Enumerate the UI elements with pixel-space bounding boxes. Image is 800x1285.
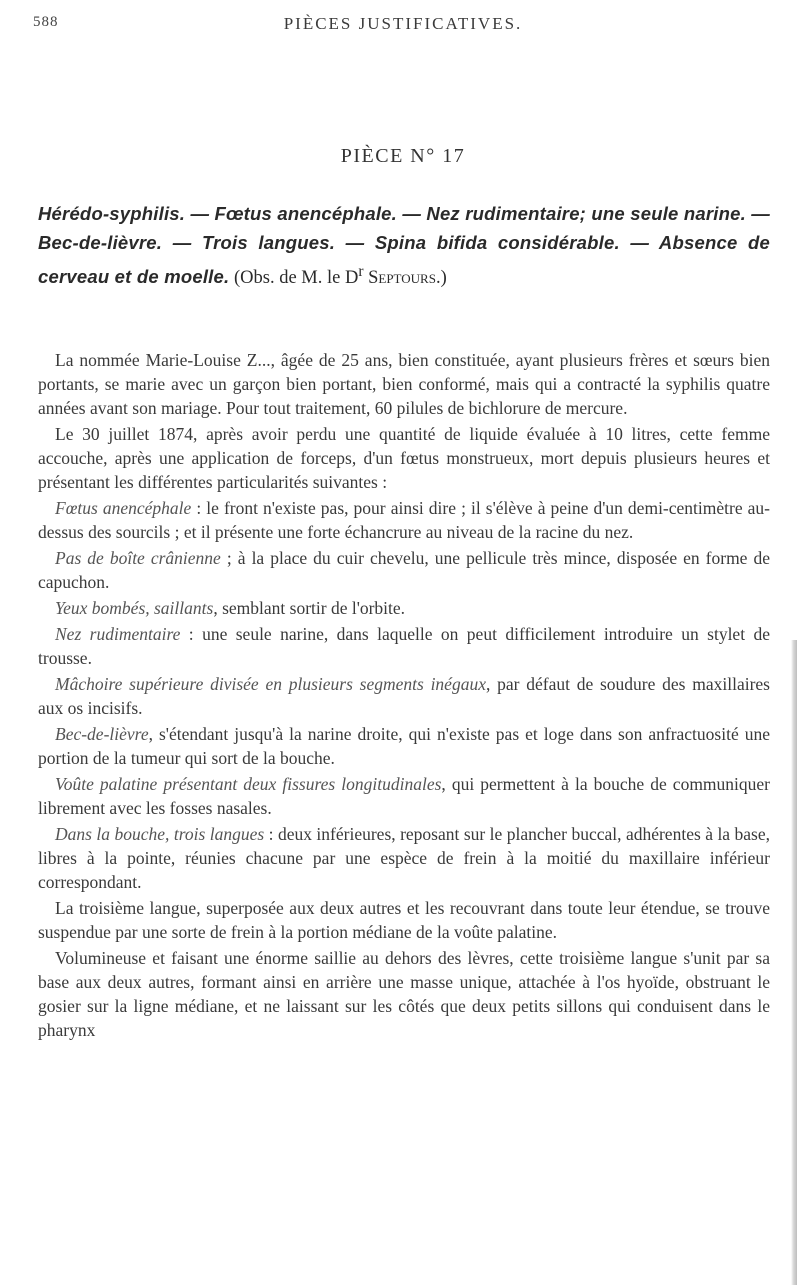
obs-suffix: .) bbox=[435, 268, 447, 289]
paragraph-lead: Voûte palatine présentant deux fissures longitudinales bbox=[55, 774, 442, 794]
paragraph bbox=[38, 496, 770, 544]
paragraph-lead: Fœtus anencéphale bbox=[55, 498, 192, 518]
summary-heading bbox=[38, 200, 770, 292]
paragraph-text: : une seule narine, dans laquelle on peut difficilement introduire un stylet de trousse. bbox=[38, 624, 770, 668]
paragraph bbox=[38, 822, 770, 894]
paragraph-text: : le front n'existe pas, pour ainsi dire ; il s'élève à peine d'un demi-centimètre au-dessus des sourcils ; et il présente une forte échancrure au niveau de la racine du nez. bbox=[38, 498, 771, 542]
paragraph-lead: Yeux bombés, saillants bbox=[55, 598, 214, 618]
piece-title: PIÈCE N° 17 bbox=[340, 145, 466, 167]
paragraph-text: , qui permettent à la bouche de communiquer librement avec les fosses nasales. bbox=[38, 774, 771, 818]
paragraph-lead: Mâchoire supérieure divisée en plusieurs segments inégaux bbox=[55, 674, 486, 694]
paragraph-text: : deux inférieures, reposant sur le plancher buccal, adhérentes à la base, libres à la pointe, réunies chacune par une espèce de frein à la moitié du maxillaire inférieur correspondant. bbox=[38, 824, 771, 892]
obs-sup: r bbox=[358, 263, 364, 280]
page-header bbox=[33, 14, 773, 38]
paragraph: La nommée Marie-Louise Z..., âgée de 25 ans, bien constituée, ayant plusieurs frères et sœurs bien portants, se marie avec un garçon bien portant, bien conformé, mais qui a contracté la syphilis quatre années avant son mariage. Pour tout traitement, 60 pilules de bichlorure de mercure. bbox=[38, 350, 770, 418]
paragraph bbox=[38, 622, 770, 670]
paragraph bbox=[38, 672, 770, 720]
observation-credit bbox=[233, 263, 447, 289]
paragraph bbox=[38, 772, 770, 820]
paragraph bbox=[38, 596, 770, 620]
paragraph: Volumineuse et faisant une énorme saillie au dehors des lèvres, cette troisième langue s'unit par sa base aux deux autres, formant ainsi en arrière une masse unique, attachée à l'os hyoïde, obstruant le gosier sur la ligne médiane, et ne laissant sur les côtés que deux petits sillons qui conduisent dans le pharynx bbox=[38, 948, 770, 1040]
paragraph-text: ; à la place du cuir chevelu, une pellicule très mince, disposée en forme de capuchon. bbox=[38, 548, 770, 592]
summary-keywords: Hérédo-syphilis. — Fœtus anencéphale. — Nez rudimentaire; une seule narine. — Bec-de-lièvre. — Trois langues. — Spina bifida considérable. — Absence de cerveau et de moelle. bbox=[38, 203, 770, 288]
paragraph-text: , semblant sortir de l'orbite. bbox=[213, 598, 406, 618]
paragraph: La troisième langue, superposée aux deux autres et les recouvrant dans toute leur étendue, se trouve suspendue par une sorte de frein à la portion médiane de la voûte palatine. bbox=[38, 898, 770, 942]
page-edge-shadow bbox=[791, 640, 797, 1285]
paragraph-text: , par défaut de soudure des maxillaires aux os incisifs. bbox=[38, 674, 770, 718]
running-title: PIÈCES JUSTIFICATIVES. bbox=[283, 14, 523, 33]
paragraph-lead: Bec-de-lièvre bbox=[55, 724, 149, 744]
paragraph-text: , s'étendant jusqu'à la narine droite, qui n'existe pas et loge dans son anfractuosité une portion de la tumeur qui sort de la bouche. bbox=[38, 724, 770, 768]
body-text bbox=[38, 348, 770, 1044]
obs-prefix: (Obs. de M. le D bbox=[233, 268, 359, 289]
paragraph-lead: Pas de boîte crânienne bbox=[55, 548, 221, 568]
paragraph: Le 30 juillet 1874, après avoir perdu une quantité de liquide évaluée à 10 litres, cette femme accouche, après une application de forceps, d'un fœtus monstrueux, mort depuis plusieurs heures et présentant les différentes particularités suivantes : bbox=[38, 424, 770, 492]
paragraph-lead: Nez rudimentaire bbox=[55, 624, 181, 644]
obs-name: Septours bbox=[368, 268, 436, 289]
page-number: 588 bbox=[33, 14, 59, 30]
paragraph-lead: Dans la bouche, trois langues bbox=[55, 824, 265, 844]
paragraph bbox=[38, 546, 770, 594]
paragraph bbox=[38, 722, 770, 770]
